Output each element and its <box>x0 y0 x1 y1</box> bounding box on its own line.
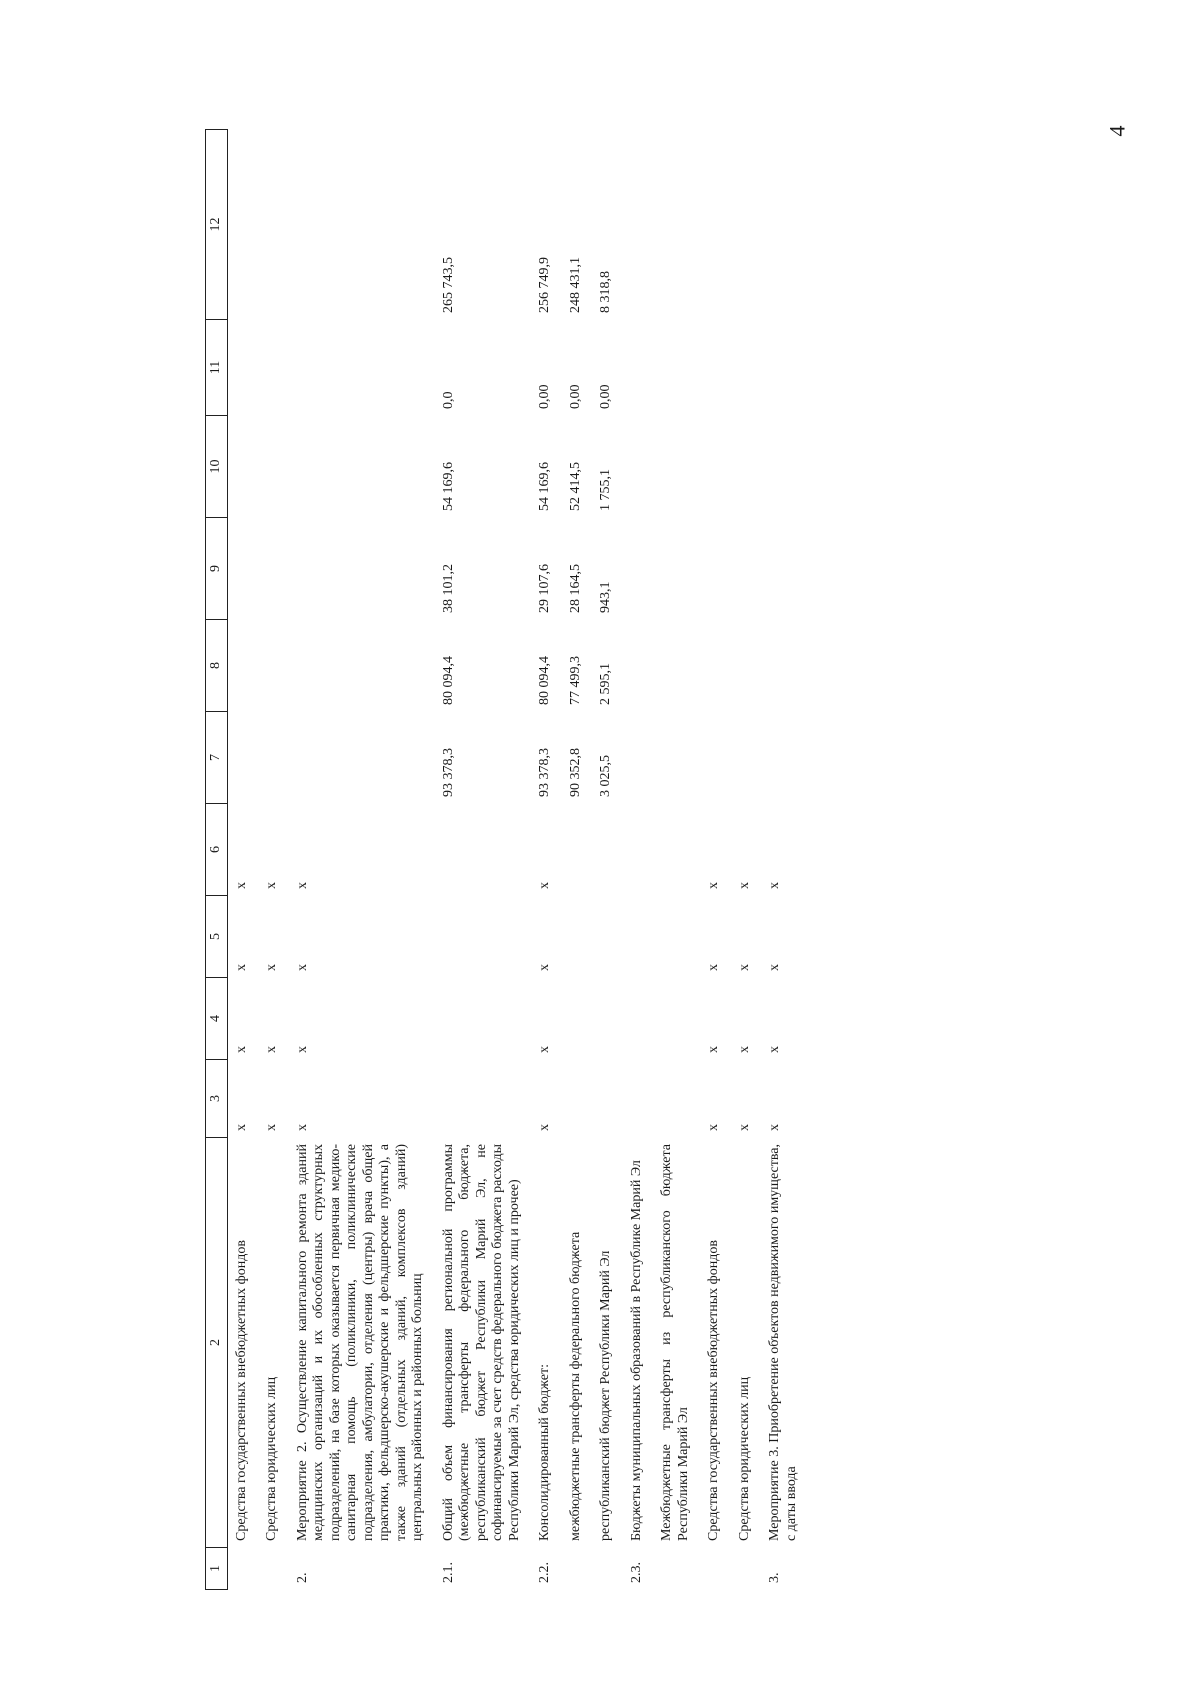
value-cell <box>700 130 731 320</box>
value-cell <box>623 130 654 320</box>
row-number-cell <box>258 1548 289 1590</box>
value-cell <box>653 712 700 804</box>
value-cell <box>258 320 289 416</box>
table-body <box>227 130 808 1590</box>
value-cell <box>289 620 435 712</box>
table-row <box>761 130 808 1590</box>
value-cell: 943,1 <box>598 581 614 613</box>
value-cell: 38 101,2 <box>440 564 456 613</box>
value-cell <box>653 416 700 518</box>
value-cell <box>623 978 654 1060</box>
table-row <box>289 130 435 1590</box>
value-cell: x <box>294 882 310 889</box>
row-number-cell <box>592 1548 623 1590</box>
value-cell: x <box>736 1124 752 1131</box>
column-header: 9 <box>206 518 228 620</box>
value-cell: 54 169,6 <box>537 462 553 511</box>
value-cell: 93 378,3 <box>537 748 553 797</box>
column-header: 3 <box>206 1060 228 1138</box>
value-cell <box>623 804 654 896</box>
value-cell <box>592 978 623 1060</box>
row-name-cell: Мероприятие 3. Приобретение объектов недвижимого имущества, с даты ввода <box>767 1144 799 1541</box>
value-cell: x <box>233 1046 249 1053</box>
value-cell <box>653 320 700 416</box>
column-header: 12 <box>206 130 228 320</box>
value-cell <box>258 518 289 620</box>
value-cell: 77 499,3 <box>567 656 583 705</box>
row-number-cell: 2. <box>294 1572 310 1583</box>
value-cell: x <box>706 1124 722 1131</box>
row-name-cell: Средства юридических лиц <box>736 1376 752 1541</box>
value-cell: 256 749,9 <box>537 257 553 313</box>
value-cell: x <box>706 1046 722 1053</box>
value-cell <box>700 518 731 620</box>
value-cell: 0,00 <box>537 384 553 409</box>
value-cell: x <box>706 964 722 971</box>
value-cell: 29 107,6 <box>537 564 553 613</box>
table-row <box>435 130 532 1590</box>
value-cell <box>562 1060 593 1138</box>
value-cell: x <box>736 964 752 971</box>
budget-table <box>205 129 808 1590</box>
value-cell: 54 169,6 <box>440 462 456 511</box>
value-cell <box>731 620 762 712</box>
value-cell: x <box>706 882 722 889</box>
row-name-cell: Средства юридических лиц <box>264 1376 280 1541</box>
value-cell <box>227 712 258 804</box>
value-cell: x <box>294 1046 310 1053</box>
column-header: 11 <box>206 320 228 416</box>
value-cell: x <box>537 1046 553 1053</box>
row-number-cell: 2.2. <box>537 1562 553 1583</box>
value-cell <box>435 978 532 1060</box>
column-header: 5 <box>206 896 228 978</box>
value-cell: 0,00 <box>567 384 583 409</box>
value-cell <box>227 130 258 320</box>
row-number-cell: 2.3. <box>628 1562 644 1583</box>
table-row <box>731 130 762 1590</box>
column-number-row <box>206 130 228 1590</box>
value-cell: 8 318,8 <box>598 271 614 313</box>
row-name-cell: Средства государственных внебюджетных фондов <box>233 1240 249 1541</box>
value-cell: 0,0 <box>440 391 456 409</box>
value-cell <box>623 416 654 518</box>
value-cell: 90 352,8 <box>567 748 583 797</box>
column-header: 2 <box>206 1138 228 1548</box>
value-cell: x <box>537 882 553 889</box>
value-cell <box>700 620 731 712</box>
row-number-cell <box>653 1548 700 1590</box>
table-row <box>258 130 289 1590</box>
row-name-cell: Средства государственных внебюджетных фондов <box>706 1240 722 1541</box>
value-cell <box>258 712 289 804</box>
value-cell <box>700 712 731 804</box>
value-cell <box>653 130 700 320</box>
value-cell <box>227 620 258 712</box>
row-number-cell <box>562 1548 593 1590</box>
value-cell: x <box>233 964 249 971</box>
value-cell <box>653 978 700 1060</box>
value-cell <box>700 416 731 518</box>
value-cell <box>435 1060 532 1138</box>
value-cell <box>227 518 258 620</box>
value-cell: x <box>264 964 280 971</box>
value-cell: 80 094,4 <box>440 656 456 705</box>
row-name-cell: Консолидированный бюджет: <box>537 1364 553 1541</box>
row-name-cell: Мероприятие 2. Осуществление капитального ремонта зданий медицинских организаций и их обособленных структурных подразделений, на базе которых оказывается первичная медико-санитарная помощь (поликлиники, поликлинические подразделения, амбулатории, отделения (центры) врача общей практики, фельдшерско-акушерские и фельдшерские пункты), а также зданий (отдельных зданий, комплексов зданий) центральных районных и районных больниц <box>294 1144 426 1541</box>
value-cell: x <box>767 1124 783 1131</box>
value-cell <box>653 518 700 620</box>
value-cell <box>435 896 532 978</box>
value-cell <box>653 804 700 896</box>
value-cell: x <box>264 882 280 889</box>
value-cell <box>623 896 654 978</box>
column-header: 7 <box>206 712 228 804</box>
value-cell: x <box>294 964 310 971</box>
value-cell <box>731 518 762 620</box>
column-header: 6 <box>206 804 228 896</box>
row-number-cell <box>731 1548 762 1590</box>
row-number-cell: 2.1. <box>440 1562 456 1583</box>
row-name-cell: межбюджетные трансферты федерального бюджета <box>567 1231 583 1541</box>
value-cell <box>731 712 762 804</box>
value-cell: 52 414,5 <box>567 462 583 511</box>
value-cell <box>623 712 654 804</box>
column-header: 4 <box>206 978 228 1060</box>
value-cell <box>653 896 700 978</box>
table-row <box>623 130 654 1590</box>
value-cell: x <box>537 1124 553 1131</box>
value-cell <box>731 130 762 320</box>
column-header: 1 <box>206 1548 228 1590</box>
rotated-table-container <box>205 130 1025 1590</box>
row-name-cell: Бюджеты муниципальных образований в Республике Марий Эл <box>628 1160 644 1541</box>
value-cell <box>562 978 593 1060</box>
table-row <box>653 130 700 1590</box>
row-number-cell: 3. <box>767 1572 783 1583</box>
value-cell <box>435 804 532 896</box>
column-header: 8 <box>206 620 228 712</box>
value-cell: x <box>767 1046 783 1053</box>
value-cell <box>761 130 808 320</box>
value-cell <box>592 896 623 978</box>
value-cell <box>761 712 808 804</box>
value-cell <box>592 1060 623 1138</box>
value-cell: 248 431,1 <box>567 257 583 313</box>
value-cell: 28 164,5 <box>567 564 583 613</box>
value-cell: x <box>736 882 752 889</box>
value-cell: x <box>233 882 249 889</box>
value-cell <box>562 804 593 896</box>
value-cell <box>289 712 435 804</box>
table-row <box>700 130 731 1590</box>
row-name-cell: Общий объем финансирования региональной программы (межбюджетные трансферты федерального бюджета, республиканский бюджет Республики Марий Эл, не софинансируемые за счет средств федерального бюджета расходы Республики Марий Эл, средства юридических лиц и прочее) <box>440 1144 522 1541</box>
value-cell <box>653 620 700 712</box>
column-header: 10 <box>206 416 228 518</box>
value-cell <box>623 620 654 712</box>
value-cell <box>623 1060 654 1138</box>
value-cell <box>731 320 762 416</box>
value-cell <box>731 416 762 518</box>
value-cell <box>289 518 435 620</box>
value-cell <box>562 896 593 978</box>
value-cell: 1 755,1 <box>598 469 614 511</box>
value-cell <box>623 518 654 620</box>
table-row <box>562 130 593 1590</box>
value-cell: x <box>537 964 553 971</box>
value-cell <box>761 416 808 518</box>
value-cell <box>623 320 654 416</box>
value-cell <box>258 416 289 518</box>
value-cell <box>289 416 435 518</box>
row-name-cell: республиканский бюджет Республики Марий Эл <box>598 1250 614 1541</box>
row-number-cell <box>227 1548 258 1590</box>
value-cell <box>289 130 435 320</box>
table-row <box>592 130 623 1590</box>
page-number: 4 <box>1104 125 1130 137</box>
value-cell: x <box>233 1124 249 1131</box>
value-cell: x <box>264 1124 280 1131</box>
value-cell <box>761 518 808 620</box>
value-cell: 3 025,5 <box>598 755 614 797</box>
row-number-cell <box>700 1548 731 1590</box>
value-cell <box>258 620 289 712</box>
value-cell: x <box>767 964 783 971</box>
value-cell: 80 094,4 <box>537 656 553 705</box>
table-row <box>531 130 562 1590</box>
value-cell: x <box>294 1124 310 1131</box>
value-cell <box>761 320 808 416</box>
value-cell <box>653 1060 700 1138</box>
value-cell <box>227 416 258 518</box>
value-cell: 2 595,1 <box>598 663 614 705</box>
row-name-cell: Межбюджетные трансферты из республиканского бюджета Республики Марий Эл <box>659 1144 691 1541</box>
value-cell: x <box>736 1046 752 1053</box>
value-cell <box>227 320 258 416</box>
value-cell <box>258 130 289 320</box>
value-cell: x <box>264 1046 280 1053</box>
value-cell: x <box>767 882 783 889</box>
table-row <box>227 130 258 1590</box>
value-cell <box>700 320 731 416</box>
value-cell <box>289 320 435 416</box>
value-cell <box>592 804 623 896</box>
value-cell: 265 743,5 <box>440 257 456 313</box>
value-cell <box>761 620 808 712</box>
value-cell: 0,00 <box>598 384 614 409</box>
value-cell: 93 378,3 <box>440 748 456 797</box>
